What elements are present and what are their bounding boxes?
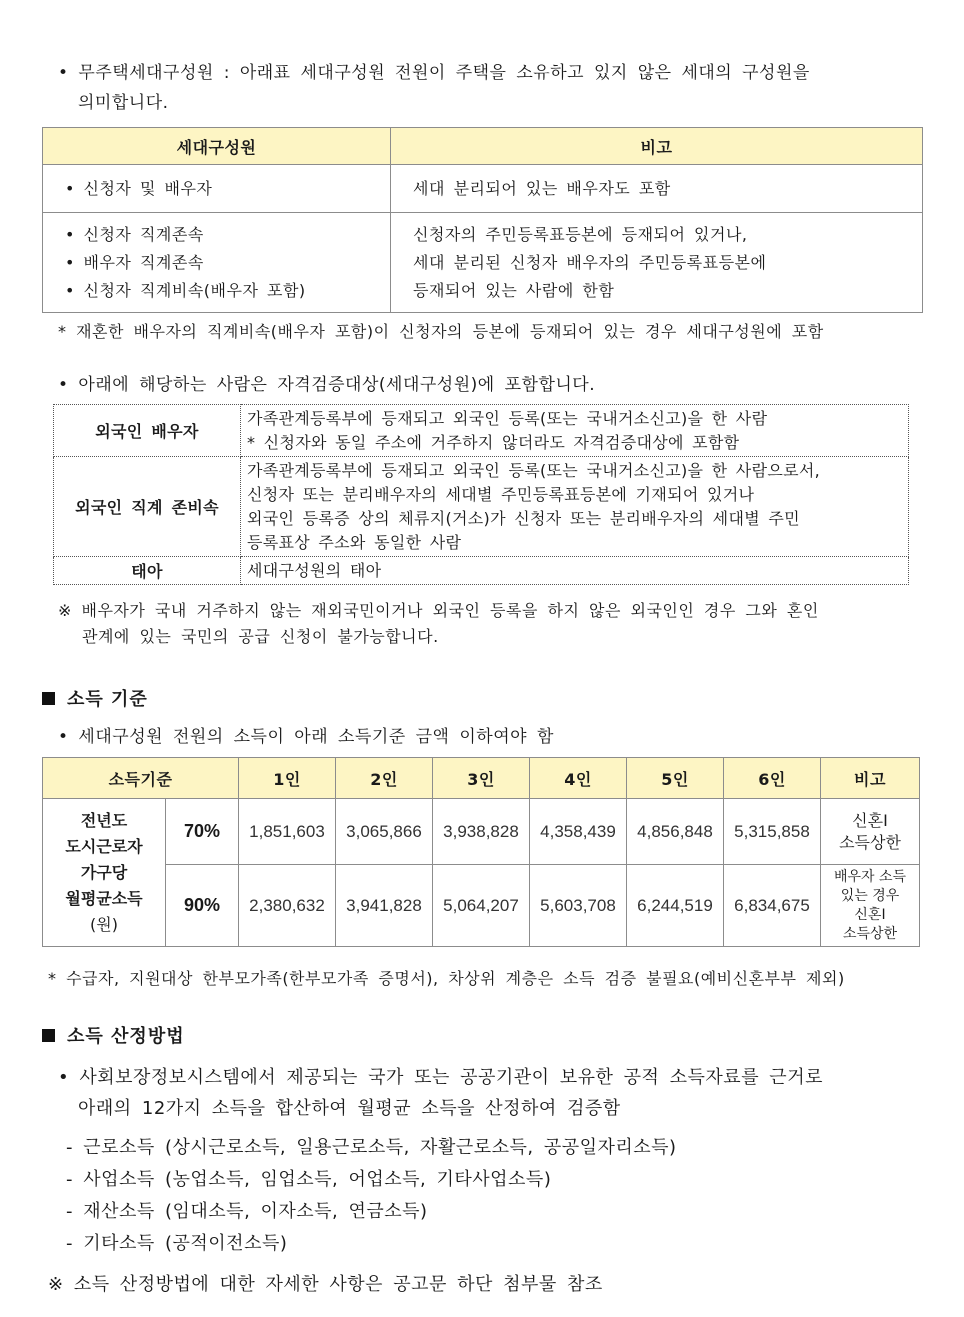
income-table: [42, 757, 920, 947]
verification-label: 태아: [54, 557, 241, 585]
income-standard-intro: • 세대구성원 전원의 소득이 아래 소득기준 금액 이하여야 함: [58, 727, 554, 747]
income-standard-heading: [42, 685, 148, 711]
verification-label: 외국인 배우자: [54, 405, 241, 457]
square-bullet-icon: [42, 692, 55, 705]
note-line: 등재되어 있는 사람에 한함: [413, 280, 615, 300]
col-header: 1인: [239, 758, 336, 799]
value-cell: 1,851,603: [239, 799, 336, 865]
members-header: 세대구성원: [43, 128, 391, 165]
intro-line-1: • 무주택세대구성원 : 아래표 세대구성원 전원이 주택을 소유하고 있지 않은 세대의 구성원을: [58, 63, 810, 83]
note-line: 배우자 소득: [833, 868, 907, 885]
note-line: 소득상한: [842, 925, 898, 942]
verification-label: 외국인 직계 존비속: [54, 457, 241, 557]
member-line: • 배우자 직계존속: [65, 252, 204, 272]
value-cell: 3,941,828: [336, 865, 433, 947]
note-line: 신청자의 주민등록표등본에 등재되어 있거나,: [413, 224, 748, 244]
value-cell: 6,834,675: [724, 865, 821, 947]
value-cell: 6,244,519: [627, 865, 724, 947]
col-header: 3인: [433, 758, 530, 799]
income-method-note: ※ 소득 산정방법에 대한 자세한 사항은 공고문 하단 첨부물 참조: [48, 1274, 603, 1295]
desc-line: 세대구성원의 태아: [247, 560, 382, 580]
note-cell: [821, 865, 920, 947]
verification-table: [53, 404, 909, 585]
verification-note-1: ※ 배우자가 국내 거주하지 않는 재외국민이거나 외국인 등록을 하지 않은 외국인인 경우 그와 혼인: [58, 601, 819, 620]
col-header: 4인: [530, 758, 627, 799]
col-header: 6인: [724, 758, 821, 799]
pct-cell: 70%: [166, 799, 239, 865]
value-cell: 5,064,207: [433, 865, 530, 947]
value-cell: 5,315,858: [724, 799, 821, 865]
note-cell: [821, 799, 920, 865]
verification-desc: [241, 405, 909, 457]
member-line: • 신청자 및 배우자: [65, 178, 213, 198]
col-header: 2인: [336, 758, 433, 799]
desc-line: 가족관계등록부에 등재되고 외국인 등록(또는 국내거소신고)을 한 사람으로서,: [247, 460, 820, 480]
income-footnote: * 수급자, 지원대상 한부모가족(한부모가족 증명서), 차상위 계층은 소득 검증 불필요(예비신혼부부 제외): [48, 969, 845, 988]
note-line: 신혼Ⅰ: [852, 810, 888, 830]
value-cell: 4,856,848: [627, 799, 724, 865]
note-line: 있는 경우: [840, 887, 900, 904]
note-line: 소득상한: [839, 832, 901, 852]
members-cell-1: [43, 165, 391, 213]
note-line: 신혼Ⅰ: [854, 906, 886, 923]
value-cell: 5,603,708: [530, 865, 627, 947]
note-cell-2: [391, 213, 923, 313]
value-cell: 3,938,828: [433, 799, 530, 865]
value-cell: 3,065,866: [336, 799, 433, 865]
household-members-table: [42, 127, 923, 313]
desc-line: 등록표상 주소와 동일한 사람: [247, 532, 462, 552]
income-item: - 근로소득 (상시근로소득, 일용근로소득, 자활근로소득, 공공일자리소득): [66, 1137, 677, 1158]
income-item: - 기타소득 (공적이전소득): [66, 1233, 288, 1254]
income-method-intro-2: 아래의 12가지 소득을 합산하여 월평균 소득을 산정하여 검증함: [78, 1098, 621, 1119]
heading-text: 소득 기준: [67, 689, 148, 710]
verification-note-2: 관계에 있는 국민의 공급 신청이 불가능합니다.: [82, 627, 439, 646]
note-line: 세대 분리된 신청자 배우자의 주민등록표등본에: [413, 252, 767, 272]
members-footnote: * 재혼한 배우자의 직계비속(배우자 포함)이 신청자의 등본에 등재되어 있는 경우 세대구성원에 포함: [58, 322, 824, 341]
verification-desc: [241, 457, 909, 557]
verification-desc: [241, 557, 909, 585]
row-label-line: 도시근로자: [65, 836, 143, 856]
member-line: • 신청자 직계존속: [65, 224, 204, 244]
row-label-line: 월평균소득: [65, 888, 143, 908]
col-header: 비고: [821, 758, 920, 799]
income-method-intro-1: • 사회보장정보시스템에서 제공되는 국가 또는 공공기관이 보유한 공적 소득자료를 근거로: [58, 1067, 823, 1088]
intro-line-2: 의미합니다.: [78, 93, 169, 113]
note-line: 세대 분리되어 있는 배우자도 포함: [413, 178, 671, 198]
row-label: [43, 799, 166, 947]
note-cell-1: [391, 165, 923, 213]
row-label-unit: (원): [90, 914, 118, 934]
square-bullet-icon: [42, 1029, 55, 1042]
income-method-heading: [42, 1022, 185, 1048]
value-cell: 4,358,439: [530, 799, 627, 865]
desc-line: * 신청자와 동일 주소에 거주하지 않더라도 자격검증대상에 포함함: [247, 432, 740, 452]
desc-line: 가족관계등록부에 등재되고 외국인 등록(또는 국내거소신고)을 한 사람: [247, 408, 768, 428]
row-label-line: 전년도: [80, 810, 128, 830]
verification-intro: • 아래에 해당하는 사람은 자격검증대상(세대구성원)에 포함합니다.: [58, 375, 596, 395]
income-item: - 사업소득 (농업소득, 임업소득, 어업소득, 기타사업소득): [66, 1169, 552, 1190]
note-header: 비고: [391, 128, 923, 165]
desc-line: 신청자 또는 분리배우자의 세대별 주민등록표등본에 기재되어 있거나: [247, 484, 755, 504]
col-header: 소득기준: [43, 758, 239, 799]
member-line: • 신청자 직계비속(배우자 포함): [65, 280, 306, 300]
row-label-line: 가구당: [80, 862, 128, 882]
pct-cell: 90%: [166, 865, 239, 947]
income-item: - 재산소득 (임대소득, 이자소득, 연금소득): [66, 1201, 428, 1222]
members-cell-2: [43, 213, 391, 313]
heading-text: 소득 산정방법: [67, 1026, 185, 1047]
value-cell: 2,380,632: [239, 865, 336, 947]
col-header: 5인: [627, 758, 724, 799]
desc-line: 외국인 등록증 상의 체류지(거소)가 신청자 또는 분리배우자의 세대별 주민: [247, 508, 800, 528]
